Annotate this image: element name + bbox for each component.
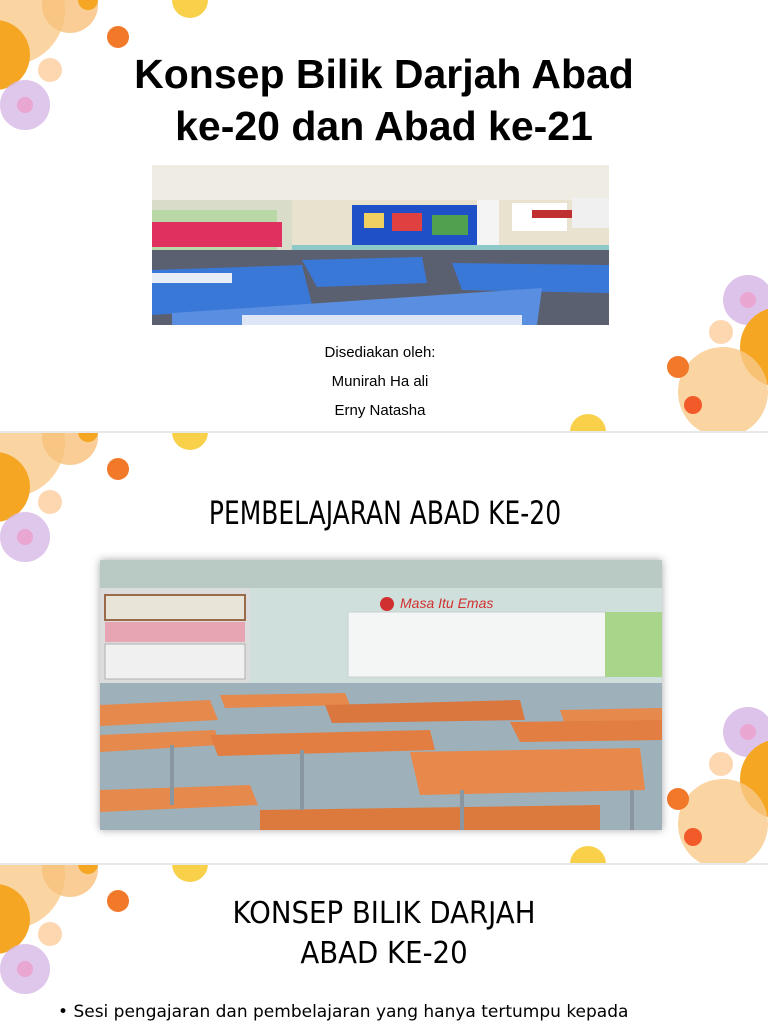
classroom-banner-text: Masa Itu Emas bbox=[400, 595, 494, 611]
author-name: Erny Natasha bbox=[334, 402, 426, 419]
bullet-marker: • bbox=[58, 1002, 69, 1022]
prepared-by-label: Disediakan oleh: bbox=[324, 344, 436, 361]
slide-heading: PEMBELAJARAN ABAD KE-20 bbox=[208, 494, 562, 532]
bullet-text: Sesi pengajaran dan pembelajaran yang hanya tertumpu kepada bbox=[73, 1002, 629, 1022]
slide-divider bbox=[0, 863, 768, 865]
bullet-point bbox=[58, 1002, 738, 1022]
slide-title bbox=[0, 0, 768, 432]
credits-block bbox=[230, 338, 530, 425]
slide-classroom-concept bbox=[0, 864, 768, 1024]
slide-title-heading bbox=[60, 48, 708, 152]
classroom-photo-20th bbox=[100, 560, 662, 830]
heading-line-1: KONSEP BILIK DARJAH bbox=[232, 896, 536, 931]
author-name: Munirah Ha ali bbox=[331, 373, 429, 390]
title-line-2: ke-20 dan Abad ke-21 bbox=[175, 103, 593, 149]
heading-line-2: ABAD KE-20 bbox=[300, 936, 468, 971]
slide-21st-century-learning bbox=[0, 432, 768, 864]
slide-heading bbox=[141, 894, 627, 974]
slide-divider bbox=[0, 431, 768, 433]
title-line-1: Konsep Bilik Darjah Abad bbox=[134, 51, 634, 97]
classroom-photo-21st bbox=[152, 165, 609, 325]
